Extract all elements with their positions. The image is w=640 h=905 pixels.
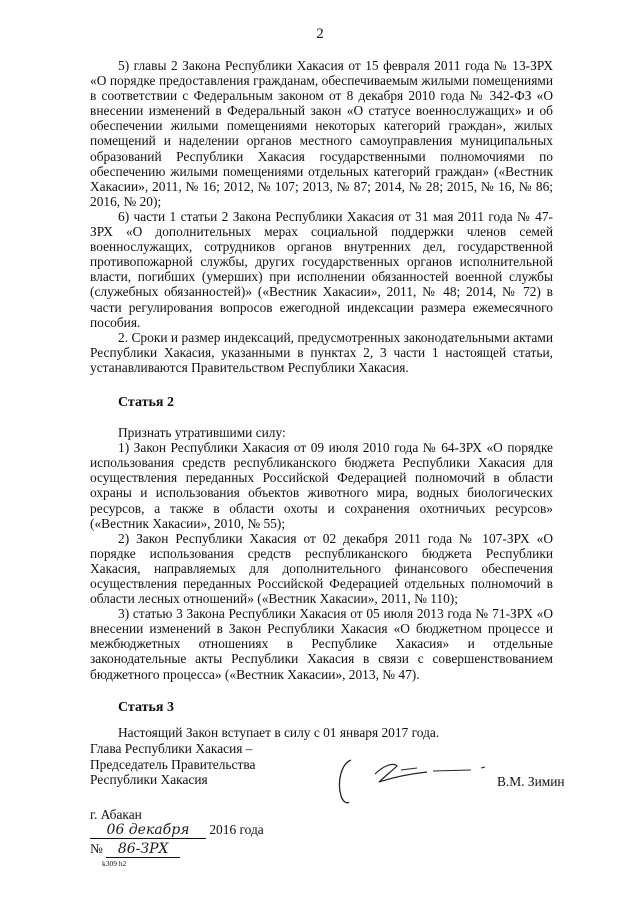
article-2-item-1: 1) Закон Республики Хакасия от 09 июля 2010 года № 64-ЗРХ «О порядке использования средств республиканского бюджета Республики Хакасия для осуществления переданных Российской Федерацией полномочий в области охраны и использования объектов животного мира, водных биологических ресурсов, а также в области охоты и сохранения охотничьих ресурсов» («Вестник Хакасии», 2010, № 55); xyxy=(90,440,553,531)
paragraph-item-5: 5) главы 2 Закона Республики Хакасия от 15 февраля 2011 года № 13-ЗРХ «О порядке предоставления гражданам, обеспечиваемым жилыми помещениями в соответствии с Федеральным законом от 8 декабря 2010 года № 342-ФЗ «О внесении изменений в Федеральный закон «О статусе военнослужащих» и об обеспечении жилыми помещениями некоторых категорий граждан», жилых помещений и наделении органов местного самоуправления муниципальных образований Республики Хакасия государственными полномочиями по обеспечению жилыми помещениями отдельных категорий граждан» («Вестник Хакасии», 2011, № 16; 2012, № 107; 2013, № 87; 2014, № 28; 2015, № 16, № 86; 2016, № 20); xyxy=(90,58,553,209)
article-3-text: Настоящий Закон вступает в силу с 01 января 2017 года. xyxy=(118,724,440,740)
place-of-signing: г. Абакан xyxy=(90,807,142,822)
signatory-title-line: Глава Республики Хакасия – xyxy=(90,741,253,756)
signatory-title xyxy=(90,741,255,788)
handwritten-signature xyxy=(335,752,505,812)
signatory-name: В.М. Зимин xyxy=(497,774,565,789)
number-sign: № xyxy=(90,841,103,856)
signing-date xyxy=(90,822,264,839)
page-number: 2 xyxy=(316,26,324,42)
handwritten-number: 86-ЗРХ xyxy=(106,841,180,858)
article-2-intro: Признать утратившими силу: xyxy=(118,425,286,441)
article-2-heading: Статья 2 xyxy=(118,394,174,410)
handwritten-date: 06 декабря xyxy=(90,822,206,839)
law-number xyxy=(90,841,180,858)
article-3-heading: Статья 3 xyxy=(118,699,174,715)
paragraph-item-6: 6) части 1 статьи 2 Закона Республики Хакасия от 31 мая 2011 года № 47-ЗРХ «О дополнительных мерах социальной поддержки членов семей военнослужащих, сотрудников органов внутренних дел, государственной противопожарной службы, других государственных органов исполнительной власти, погибших (умерших) при исполнении обязанностей военной службы (служебных обязанностей)» («Вестник Хакасии», 2011, № 48; 2014, № 72) в части регулирования вопросов ежегодной индексации размера ежемесячного пособия. xyxy=(90,208,553,330)
date-year: 2016 года xyxy=(209,822,264,837)
document-code: k309 h2 xyxy=(102,859,127,868)
document-body xyxy=(90,58,553,740)
article-2-item-2: 2) Закон Республики Хакасия от 02 декабря 2011 года № 107-ЗРХ «О порядке использования средств республиканского бюджета Республики Хакасия, направляемых для дополнительного финансового обеспечения осуществления переданных Российской Федерацией отдельных полномочий в области лесных отношений» («Вестник Хакасии», 2011, № 110); xyxy=(90,530,553,607)
paragraph-part-2: 2. Сроки и размер индексаций, предусмотренных законодательными актами Республики Хакасия, указанными в пунктах 2, 3 части 1 настоящей статьи, устанавливаются Правительством Республики Хакасия. xyxy=(90,329,553,375)
article-2-item-3: 3) статью 3 Закона Республики Хакасия от 05 июля 2013 года № 71-ЗРХ «О внесении изменений в Закон Республики Хакасия «О бюджетном процессе и межбюджетных отношениях в Республике Хакасия» и отдельные законодательные акты Республики Хакасия в связи с совершенствованием бюджетного процесса» («Вестник Хакасии», 2013, № 47). xyxy=(90,606,553,682)
signatory-title-line: Председатель Правительства xyxy=(90,756,256,772)
signatory-title-line: Республики Хакасия xyxy=(90,772,208,787)
